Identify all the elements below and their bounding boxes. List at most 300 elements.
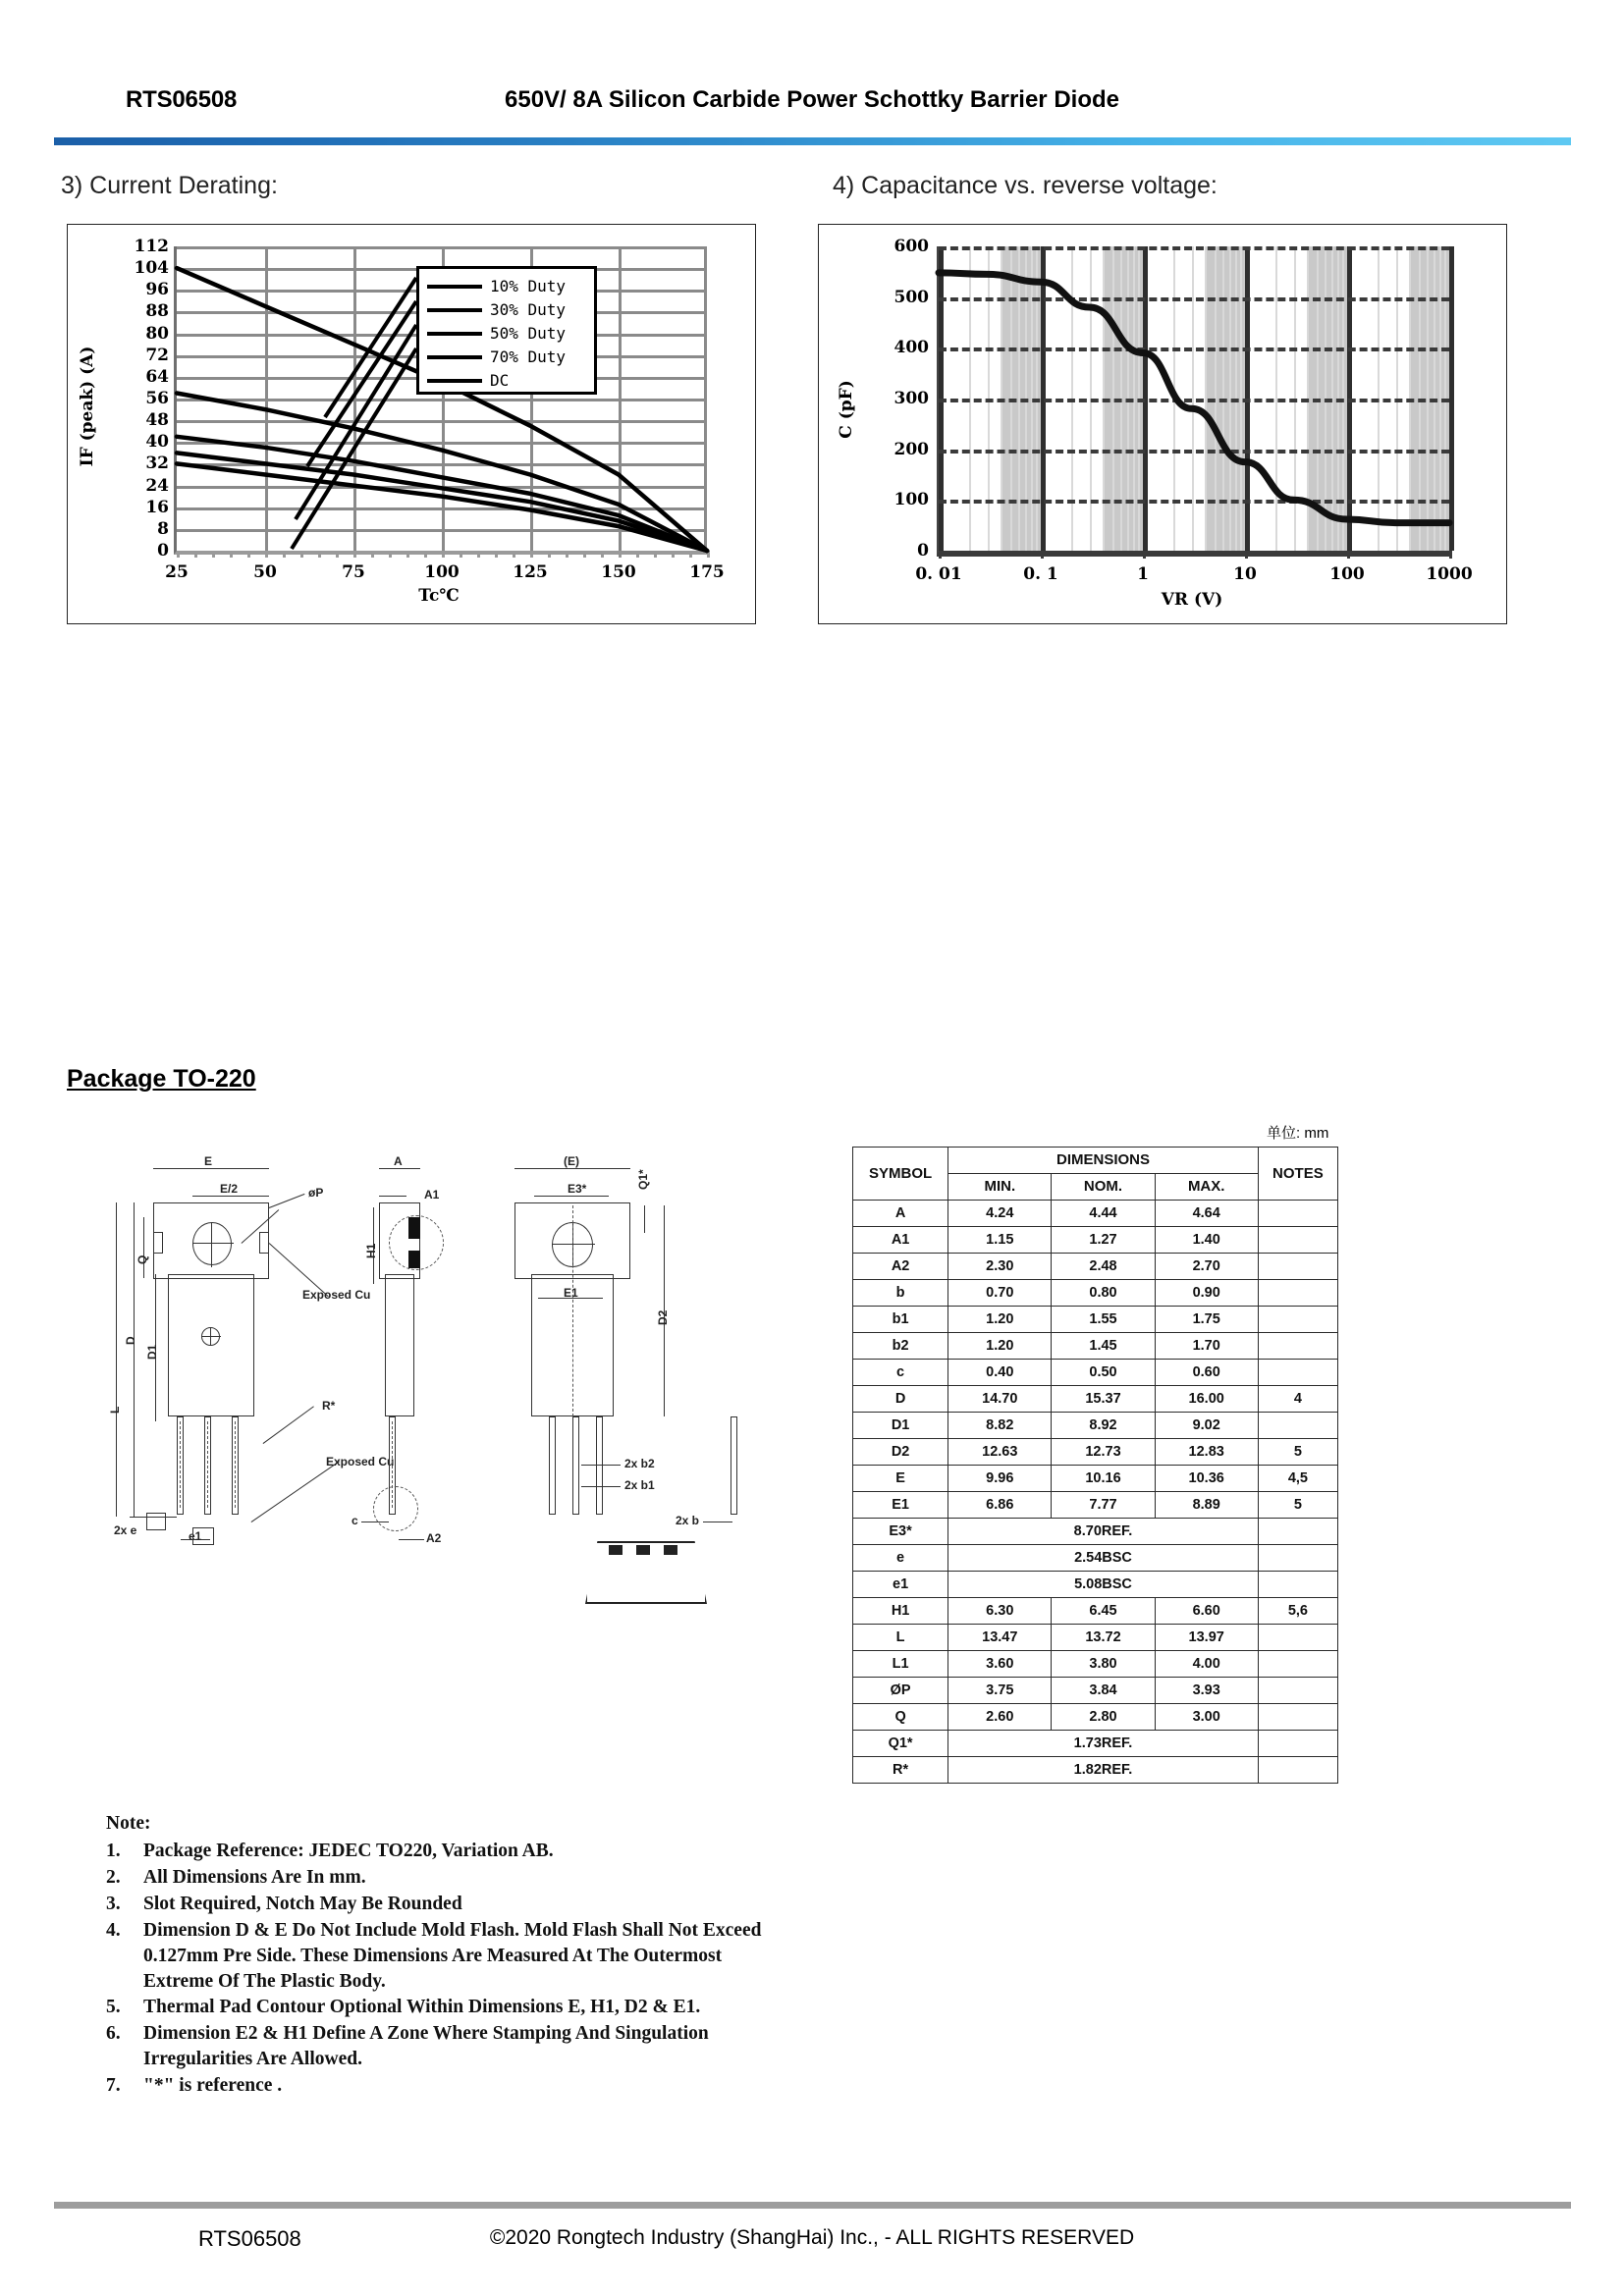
dim-nom: 2.48 — [1052, 1254, 1155, 1280]
back-lead-2 — [572, 1416, 579, 1515]
chart1-y-tick-label: 0 — [157, 541, 169, 561]
chart2-x-tick — [1143, 551, 1146, 559]
dim-symbol: Q1* — [853, 1731, 948, 1757]
dim-max: 0.90 — [1155, 1280, 1258, 1307]
th-max: MAX. — [1155, 1174, 1258, 1201]
chart2-x-tick — [939, 551, 942, 559]
label-E1-body: E1 — [564, 1286, 578, 1300]
chart2-x-tick-label: 1000 — [1426, 564, 1473, 584]
dim-min: 2.30 — [948, 1254, 1052, 1280]
datum-box-e1 — [192, 1527, 214, 1545]
dim-symbol: A2 — [853, 1254, 948, 1280]
th-nom: NOM. — [1052, 1174, 1155, 1201]
dim-line-v — [211, 1222, 212, 1267]
lead-center-3 — [235, 1421, 236, 1508]
datum-box-e — [146, 1513, 166, 1530]
dim-max: 2.70 — [1155, 1254, 1258, 1280]
header-title: 650V/ 8A Silicon Carbide Power Schottky Barrier Diode — [505, 86, 1119, 113]
dim-line-h — [192, 1196, 269, 1197]
exposed-cu-block-1 — [408, 1217, 420, 1239]
dim-symbol: D2 — [853, 1439, 948, 1466]
chart2-x-axis-title: VR (V) — [1161, 590, 1223, 610]
lead-center-1 — [180, 1421, 181, 1508]
chart2-y-tick-label: 600 — [893, 237, 929, 256]
dim-min: 0.70 — [948, 1280, 1052, 1307]
dim-symbol: R* — [853, 1757, 948, 1784]
chart2-gridline-h — [939, 246, 1449, 250]
dim-min: 3.75 — [948, 1678, 1052, 1704]
chart1-x-tick-label: 100 — [424, 562, 460, 582]
dim-nom: 0.50 — [1052, 1360, 1155, 1386]
footer-copyright: ©2020 Rongtech Industry (ShangHai) Inc., - ALL RIGHTS RESERVED — [489, 2226, 1135, 2249]
dim-notes — [1258, 1360, 1337, 1386]
dim-symbol: E3* — [853, 1519, 948, 1545]
exposed-cu-block-2 — [408, 1251, 420, 1268]
chart2-y-tick-label: 200 — [893, 439, 929, 459]
note-number: 4. — [106, 1919, 121, 1941]
far-lead — [731, 1416, 737, 1515]
section-caption-current-derating: 3) Current Derating: — [61, 172, 278, 199]
table-row — [853, 1201, 1338, 1227]
dim-symbol: L1 — [853, 1651, 948, 1678]
chart1-x-tick-label: 125 — [513, 562, 548, 582]
dim-min: 1.15 — [948, 1227, 1052, 1254]
dim-min: 2.60 — [948, 1704, 1052, 1731]
dim-min: 13.47 — [948, 1625, 1052, 1651]
dim-line-v — [134, 1202, 135, 1517]
label-exposed-cu-top: Exposed Cu — [302, 1288, 371, 1302]
notes-list — [106, 1839, 784, 2099]
label-Q: Q — [135, 1255, 149, 1264]
chart1-legend-item — [427, 345, 586, 369]
chart2-plot-area — [893, 237, 1473, 584]
chart2-y-tick-label: 300 — [893, 389, 929, 408]
table-row — [853, 1254, 1338, 1280]
dim-max: 12.83 — [1155, 1439, 1258, 1466]
dimensions-table-head — [853, 1148, 1338, 1201]
chart1-legend-item — [427, 321, 586, 346]
label-L: L — [108, 1406, 122, 1414]
chart2-x-tick — [1347, 551, 1350, 559]
dim-min: 9.96 — [948, 1466, 1052, 1492]
chart2-x-tick — [1041, 551, 1044, 559]
unit-note: 单位: mm — [1267, 1125, 1329, 1142]
footer-part-number: RTS06508 — [198, 2226, 301, 2251]
label-2x-e: 2x e — [114, 1523, 137, 1537]
note-number: 3. — [106, 1893, 121, 1914]
leader-line — [263, 1406, 315, 1444]
th-min: MIN. — [948, 1174, 1052, 1201]
note-item — [106, 1839, 784, 1864]
note-item — [106, 1995, 784, 2020]
dim-max: 0.60 — [1155, 1360, 1258, 1386]
chart1-y-tick-label: 8 — [157, 518, 169, 539]
chart1-y-tick-label: 64 — [145, 366, 169, 387]
chart-capacitance-vs-reverse-voltage — [818, 224, 1507, 624]
table-row — [853, 1280, 1338, 1307]
dim-notes: 5,6 — [1258, 1598, 1337, 1625]
header-part-number: RTS06508 — [126, 86, 238, 113]
dim-symbol: E1 — [853, 1492, 948, 1519]
table-row — [853, 1704, 1338, 1731]
dim-line-h — [399, 1539, 424, 1540]
notch-left — [153, 1232, 163, 1254]
chart1-x-tick-label: 175 — [689, 562, 725, 582]
chart2-gridline-h — [939, 297, 1449, 301]
dim-notes — [1258, 1704, 1337, 1731]
chart2-y-axis-title: C (pF) — [837, 380, 856, 439]
dim-notes — [1258, 1280, 1337, 1307]
label-E-half: E/2 — [220, 1182, 239, 1196]
note-text: Dimension E2 & H1 Define A Zone Where Stamping And Singulation Irregularities Are Allowed. — [143, 2023, 709, 2070]
label-E-paren: (E) — [564, 1154, 579, 1168]
label-E: E — [204, 1154, 213, 1168]
dim-notes — [1258, 1757, 1337, 1784]
chart1-legend-label: 10% Duty — [490, 277, 567, 295]
dim-symbol: A1 — [853, 1227, 948, 1254]
chart2-y-tick-label: 100 — [893, 490, 929, 510]
dim-notes: 5 — [1258, 1439, 1337, 1466]
chart1-legend-item — [427, 368, 586, 393]
notes-heading: Note: — [106, 1813, 151, 1834]
chart1-gridline-v — [353, 246, 356, 551]
table-row — [853, 1678, 1338, 1704]
chart1-x-axis-title: Tc℃ — [418, 586, 460, 606]
label-exposed-cu-bottom: Exposed Cu — [326, 1455, 395, 1468]
label-A: A — [394, 1154, 403, 1168]
dim-symbol: c — [853, 1360, 948, 1386]
dim-notes — [1258, 1519, 1337, 1545]
table-row — [853, 1466, 1338, 1492]
dim-nom: 2.80 — [1052, 1704, 1155, 1731]
note-item — [106, 1892, 784, 1917]
chart2-gridline-h — [939, 347, 1449, 351]
dim-nom: 1.27 — [1052, 1227, 1155, 1254]
dim-line-v — [644, 1205, 645, 1233]
note-text: Thermal Pad Contour Optional Within Dimensions E, H1, D2 & E1. — [143, 1997, 701, 2018]
chart1-y-tick-label: 88 — [145, 301, 169, 322]
dim-symbol: H1 — [853, 1598, 948, 1625]
th-dimensions: DIMENSIONS — [948, 1148, 1259, 1174]
dim-symbol: E — [853, 1466, 948, 1492]
note-text: "*" is reference . — [143, 2075, 283, 2097]
th-symbol: SYMBOL — [853, 1148, 948, 1201]
chart1-y-tick-label: 40 — [145, 432, 169, 453]
dim-symbol: D1 — [853, 1413, 948, 1439]
note-number: 1. — [106, 1840, 121, 1861]
lead-form-detail-pin — [636, 1545, 650, 1555]
chart2-x-tick-label: 0. 01 — [915, 564, 962, 584]
dim-line-h — [192, 1243, 234, 1244]
dim-symbol: A — [853, 1201, 948, 1227]
dim-nom: 7.77 — [1052, 1492, 1155, 1519]
dim-notes — [1258, 1333, 1337, 1360]
dim-min: 8.82 — [948, 1413, 1052, 1439]
label-E3-star: E3* — [568, 1182, 587, 1196]
dim-nom: 3.80 — [1052, 1651, 1155, 1678]
dim-line-h — [581, 1486, 621, 1487]
dim-nom: 13.72 — [1052, 1625, 1155, 1651]
table-row — [853, 1572, 1338, 1598]
dim-nom: 6.45 — [1052, 1598, 1155, 1625]
dim-value-span: 5.08BSC — [948, 1572, 1259, 1598]
detail-circle-bottom — [373, 1486, 418, 1531]
chart1-x-tick-label: 75 — [342, 562, 365, 582]
chart1-y-tick-label: 16 — [145, 497, 169, 517]
chart1-legend-label: 50% Duty — [490, 324, 567, 343]
dim-notes — [1258, 1307, 1337, 1333]
dim-symbol: e1 — [853, 1572, 948, 1598]
dim-max: 1.70 — [1155, 1333, 1258, 1360]
chart1-legend-label: 70% Duty — [490, 347, 567, 366]
dim-min: 1.20 — [948, 1307, 1052, 1333]
dim-max: 4.00 — [1155, 1651, 1258, 1678]
dim-notes — [1258, 1254, 1337, 1280]
table-row — [853, 1227, 1338, 1254]
chart1-legend-label: 30% Duty — [490, 300, 567, 319]
dim-max: 3.93 — [1155, 1678, 1258, 1704]
lead-form-detail-pin — [664, 1545, 677, 1555]
footer-divider — [54, 2202, 1571, 2209]
chart1-legend-item — [427, 297, 586, 322]
mechanical-drawing — [94, 1148, 821, 1787]
table-header-row-1 — [853, 1148, 1338, 1174]
dim-value-span: 8.70REF. — [948, 1519, 1259, 1545]
dim-nom: 3.84 — [1052, 1678, 1155, 1704]
table-row — [853, 1360, 1338, 1386]
dim-max: 13.97 — [1155, 1625, 1258, 1651]
chart1-y-tick-label: 72 — [145, 345, 169, 365]
dim-min: 14.70 — [948, 1386, 1052, 1413]
chart2-y-tick-label: 500 — [893, 287, 929, 307]
dim-max: 3.00 — [1155, 1704, 1258, 1731]
dim-symbol: D — [853, 1386, 948, 1413]
dim-min: 0.40 — [948, 1360, 1052, 1386]
note-text: Slot Required, Notch May Be Rounded — [143, 1893, 462, 1914]
label-D2: D2 — [656, 1309, 670, 1325]
back-lead-1 — [549, 1416, 556, 1515]
package-notes — [106, 1811, 784, 2100]
dim-max: 9.02 — [1155, 1413, 1258, 1439]
chart1-y-tick-label: 32 — [145, 454, 169, 474]
chart1-legend-swatch — [427, 308, 482, 312]
dim-symbol: e — [853, 1545, 948, 1572]
note-number: 2. — [106, 1866, 121, 1888]
chart1-y-tick-label: 24 — [145, 475, 169, 496]
chart2-x-tick-label: 0. 1 — [1023, 564, 1058, 584]
chart-current-derating — [67, 224, 756, 624]
label-e1: e1 — [189, 1529, 202, 1543]
dim-min: 4.24 — [948, 1201, 1052, 1227]
dim-notes: 4 — [1258, 1386, 1337, 1413]
package-title: Package TO-220 — [67, 1065, 256, 1093]
chart1-legend-swatch — [427, 379, 482, 383]
dim-line-h — [581, 1465, 621, 1466]
table-row — [853, 1386, 1338, 1413]
chart2-gridline-h — [939, 500, 1449, 504]
dim-notes — [1258, 1413, 1337, 1439]
dimensions-table-body — [853, 1201, 1338, 1784]
label-2x-b: 2x b — [676, 1514, 700, 1527]
label-A1: A1 — [424, 1188, 440, 1201]
dim-line-h — [379, 1196, 406, 1197]
dim-notes — [1258, 1227, 1337, 1254]
table-row — [853, 1439, 1338, 1466]
label-D1: D1 — [145, 1344, 159, 1360]
label-H1: H1 — [364, 1243, 378, 1258]
page-header — [0, 86, 1624, 126]
dimensions-table — [852, 1147, 1338, 1784]
chart1-x-tick-label: 25 — [165, 562, 189, 582]
dim-value-span: 1.73REF. — [948, 1731, 1259, 1757]
dim-nom: 12.73 — [1052, 1439, 1155, 1466]
dim-min: 6.30 — [948, 1598, 1052, 1625]
chart1-y-tick-label: 96 — [145, 280, 169, 300]
table-row — [853, 1625, 1338, 1651]
chart1-legend-swatch — [427, 285, 482, 289]
table-row — [853, 1492, 1338, 1519]
back-center-line — [572, 1205, 573, 1416]
note-text: Package Reference: JEDEC TO220, Variation AB. — [143, 1840, 554, 1861]
chart1-legend-item — [427, 274, 586, 298]
dim-symbol: b1 — [853, 1307, 948, 1333]
chart2-x-tick-label: 100 — [1329, 564, 1365, 584]
chart1-legend — [416, 266, 597, 395]
note-number: 5. — [106, 1997, 121, 2018]
dim-min: 3.60 — [948, 1651, 1052, 1678]
side-body-outline — [385, 1274, 414, 1416]
table-row — [853, 1545, 1338, 1572]
dim-symbol: b2 — [853, 1333, 948, 1360]
chart2-x-tick — [1449, 551, 1452, 559]
table-row — [853, 1519, 1338, 1545]
chart2-gridline-major — [1449, 246, 1454, 551]
note-text: Dimension D & E Do Not Include Mold Flash. Mold Flash Shall Not Exceed 0.127mm Pre Side. These Dimensions Are Measured At The Outermost Extreme Of The Plastic Body. — [143, 1919, 762, 1992]
chart1-y-tick-label: 56 — [145, 389, 169, 408]
dim-value-span: 2.54BSC — [948, 1545, 1259, 1572]
label-2x-b2: 2x b2 — [624, 1457, 655, 1470]
dim-max: 1.40 — [1155, 1227, 1258, 1254]
dim-symbol: ØP — [853, 1678, 948, 1704]
dim-line-h — [534, 1196, 609, 1197]
dim-line-h — [514, 1168, 630, 1169]
chart2-gridline-h — [939, 450, 1449, 454]
note-item — [106, 1865, 784, 1891]
section-caption-capacitance: 4) Capacitance vs. reverse voltage: — [833, 172, 1218, 199]
dim-symbol: Q — [853, 1704, 948, 1731]
chart1-legend-swatch — [427, 332, 482, 336]
label-R-star: R* — [322, 1399, 336, 1413]
table-row — [853, 1307, 1338, 1333]
notch-right — [259, 1232, 269, 1254]
chart2-y-tick-label: 400 — [893, 338, 929, 358]
dim-max: 10.36 — [1155, 1466, 1258, 1492]
table-row — [853, 1731, 1338, 1757]
dim-notes — [1258, 1545, 1337, 1572]
note-item — [106, 2073, 784, 2099]
dim-nom: 1.55 — [1052, 1307, 1155, 1333]
dim-notes — [1258, 1731, 1337, 1757]
dim-max: 1.75 — [1155, 1307, 1258, 1333]
dim-notes — [1258, 1678, 1337, 1704]
chart1-plot-right-edge — [704, 246, 707, 551]
chart2-x-tick-label: 1 — [1137, 564, 1149, 584]
table-row — [853, 1598, 1338, 1625]
chart2-gridline-h — [939, 399, 1449, 402]
note-item — [106, 1918, 784, 1995]
dim-nom: 4.44 — [1052, 1201, 1155, 1227]
note-text: All Dimensions Are In mm. — [143, 1866, 366, 1888]
dim-value-span: 1.82REF. — [948, 1757, 1259, 1784]
dim-nom: 0.80 — [1052, 1280, 1155, 1307]
dim-notes — [1258, 1201, 1337, 1227]
dim-notes — [1258, 1625, 1337, 1651]
chart1-x-tick-label: 50 — [253, 562, 277, 582]
dim-nom: 1.45 — [1052, 1333, 1155, 1360]
chart2-y-tick-label: 0 — [917, 541, 929, 561]
chart2-x-tick-label: 10 — [1233, 564, 1257, 584]
chart1-y-tick-label: 104 — [134, 258, 169, 279]
table-row — [853, 1757, 1338, 1784]
chart1-y-axis-title: IF (peak) (A) — [78, 346, 97, 467]
dim-line-v — [210, 1327, 211, 1346]
chart1-legend-swatch — [427, 355, 482, 359]
chart1-x-minor-ticks — [177, 551, 707, 558]
dim-max: 16.00 — [1155, 1386, 1258, 1413]
label-Q1-star: Q1* — [636, 1169, 650, 1190]
chart1-gridline-v — [265, 246, 268, 551]
dim-min: 12.63 — [948, 1439, 1052, 1466]
chart2-x-tick — [1245, 551, 1248, 559]
chart1-x-tick-label: 150 — [601, 562, 636, 582]
chart1-y-tick-label: 80 — [145, 323, 169, 344]
dim-notes: 5 — [1258, 1492, 1337, 1519]
lead-form-detail-pin — [609, 1545, 623, 1555]
chart1-y-tick-label: 112 — [134, 237, 169, 256]
dim-nom: 15.37 — [1052, 1386, 1155, 1413]
label-c: c — [352, 1514, 358, 1527]
dim-notes — [1258, 1651, 1337, 1678]
dim-min: 1.20 — [948, 1333, 1052, 1360]
note-number: 6. — [106, 2023, 121, 2045]
label-D: D — [124, 1336, 137, 1345]
dim-symbol: L — [853, 1625, 948, 1651]
dim-line-v — [143, 1217, 144, 1278]
dim-notes — [1258, 1572, 1337, 1598]
dim-nom: 10.16 — [1052, 1466, 1155, 1492]
dim-max: 4.64 — [1155, 1201, 1258, 1227]
chart1-legend-label: DC — [490, 371, 510, 390]
dim-max: 6.60 — [1155, 1598, 1258, 1625]
leader-line — [269, 1194, 305, 1208]
dim-max: 8.89 — [1155, 1492, 1258, 1519]
table-row — [853, 1413, 1338, 1439]
dim-nom: 8.92 — [1052, 1413, 1155, 1439]
th-notes: NOTES — [1258, 1148, 1337, 1201]
chart1-gridline-v — [619, 246, 622, 551]
note-item — [106, 2021, 784, 2072]
lead-center-2 — [207, 1421, 208, 1508]
note-number: 7. — [106, 2075, 121, 2097]
table-row — [853, 1651, 1338, 1678]
label-phi-P: øP — [308, 1186, 324, 1200]
header-divider — [54, 137, 1571, 145]
label-A2: A2 — [426, 1531, 442, 1545]
dim-min: 6.86 — [948, 1492, 1052, 1519]
chart1-y-tick-label: 48 — [145, 410, 169, 431]
dim-line-h — [379, 1168, 420, 1169]
label-2x-b1: 2x b1 — [624, 1478, 655, 1492]
